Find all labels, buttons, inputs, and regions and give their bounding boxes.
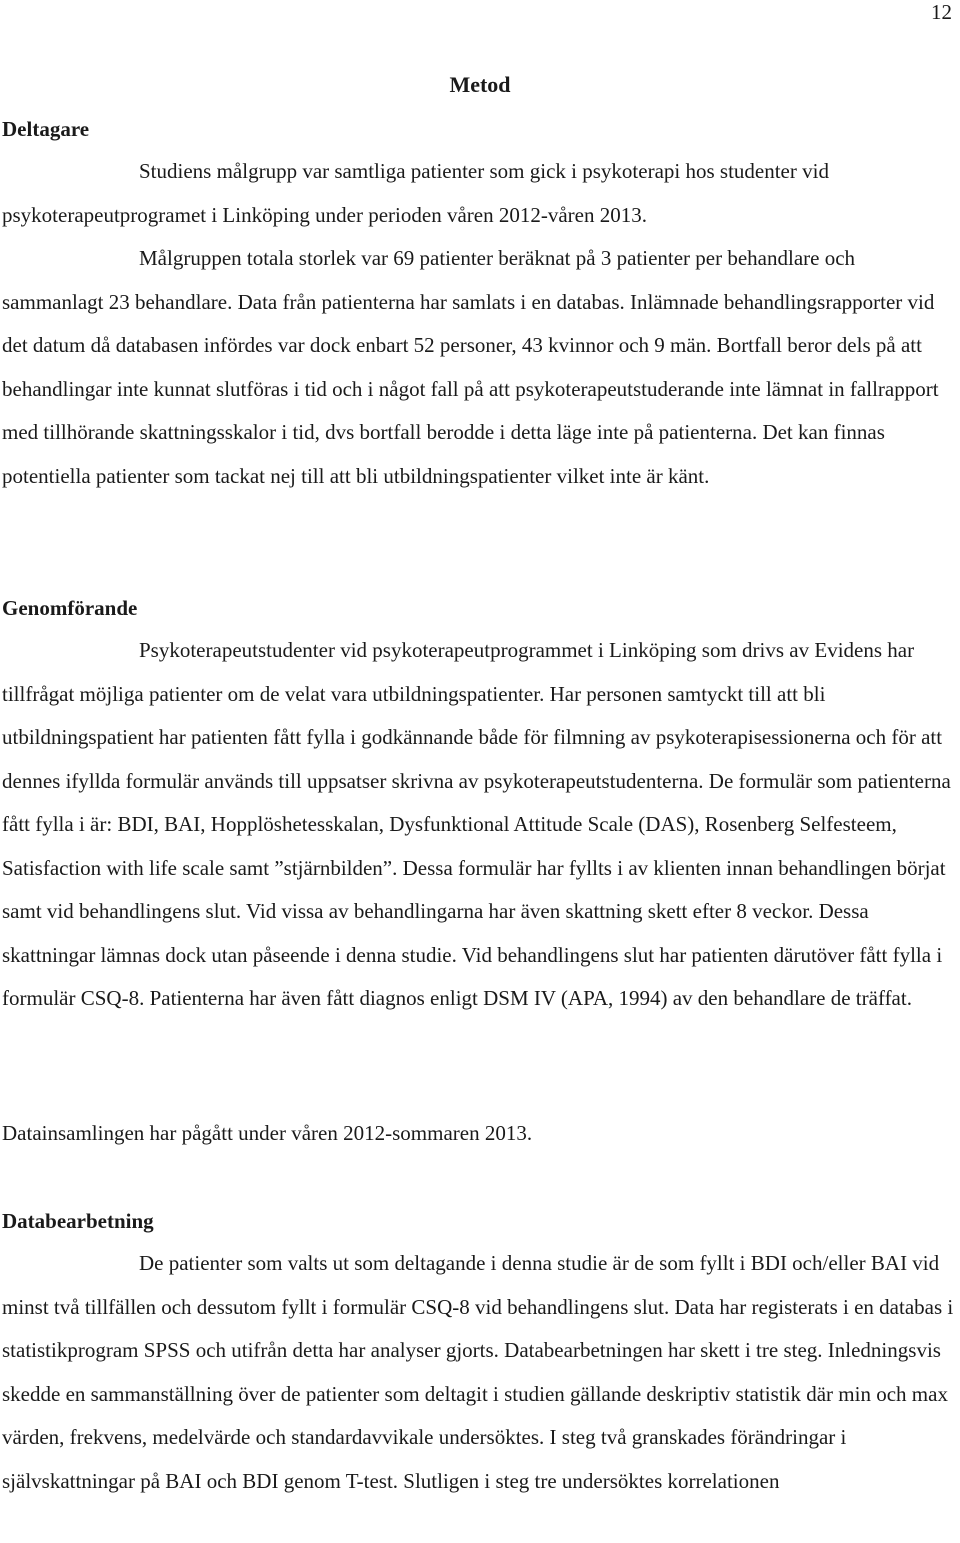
section-heading-genomforande: Genomförande bbox=[2, 596, 138, 620]
page-number: 12 bbox=[931, 0, 952, 24]
section-heading-databearbetning: Databearbetning bbox=[2, 1209, 154, 1233]
paragraph-databearbetning-1: De patienter som valts ut som deltagande i denna studie är de som fyllt i BDI och/eller BAI vid minst två tillfällen och dessutom fyllt i formulär CSQ-8 vid behandlingens slut. Data har registerats i en databas i statistikprogram SPSS och utifrån detta har analyser gjorts. Databearbetningen har skett i tre steg. Inledningsvis skedde en sammanställning över de patienter som deltagit i studien gällande deskriptiv statistik där min och max värden, frekvens, medelvärde och standardavvikale undersöktes. I steg två granskades förändringar i självskattningar på BAI och BDI genom T-test. Slutligen i steg tre undersöktes korrelationen bbox=[2, 1251, 954, 1493]
page-title: Metod bbox=[449, 72, 511, 97]
section-heading-deltagare: Deltagare bbox=[2, 117, 90, 141]
paragraph-deltagare-2: Målgruppen totala storlek var 69 patienter beräknat på 3 patienter per behandlare och sammanlagt 23 behandlare. Data från patienterna har samlats i en databas. Inlämnade behandlingsrapporter vid det datum då databasen infördes var dock enbart 52 personer, 43 kvinnor och 9 män. Bortfall beror dels på att behandlingar inte kunnat slutföras i tid och i något fall på att psykoterapeutstuderande inte lämnat in fallrapport med tillhörande skattningsskalor i tid, dvs bortfall berodde i detta läge inte på patienterna. Det kan finnas potentiella patienter som tackat nej till att bli utbildningspatienter vilket inte är känt. bbox=[2, 246, 939, 488]
paragraph-genomforande-1: Psykoterapeutstudenter vid psykoterapeutprogrammet i Linköping som drivs av Evidens har tillfrågat möjliga patienter om de velat vara utbildningspatienter. Har personen samtyckt till att bli utbildningspatient har patienten fått fylla i godkännande både för filmning av psykoterapisessionerna och för att dennes ifyllda formulär används till uppsatser skrivna av psykoterapeutstudenterna. De formulär som patienterna fått fylla i är: BDI, BAI, Hopplöshetesskalan, Dysfunktional Attitude Scale (DAS), Rosenberg Selfesteem, Satisfaction with life scale samt ”stjärnbilden”. Dessa formulär har fyllts i av klienten innan behandlingen börjat samt vid behandlingens slut. Vid vissa av behandlingarna har även skattning skett efter 8 veckor. Dessa skattningar lämnas dock utan påseende i denna studie. Vid behandlingens slut har patienten därutöver fått fylla i formulär CSQ-8. Patienterna har även fått diagnos enligt DSM IV (APA, 1994) av den behandlare de träffat. bbox=[2, 638, 951, 1010]
paragraph-deltagare-1: Studiens målgrupp var samtliga patienter som gick i psykoterapi hos studenter vid psykoterapeutprogramet i Linköping under perioden våren 2012-våren 2013. bbox=[2, 159, 829, 227]
paragraph-genomforande-2: Datainsamlingen har pågått under våren 2012-sommaren 2013. bbox=[2, 1121, 533, 1145]
